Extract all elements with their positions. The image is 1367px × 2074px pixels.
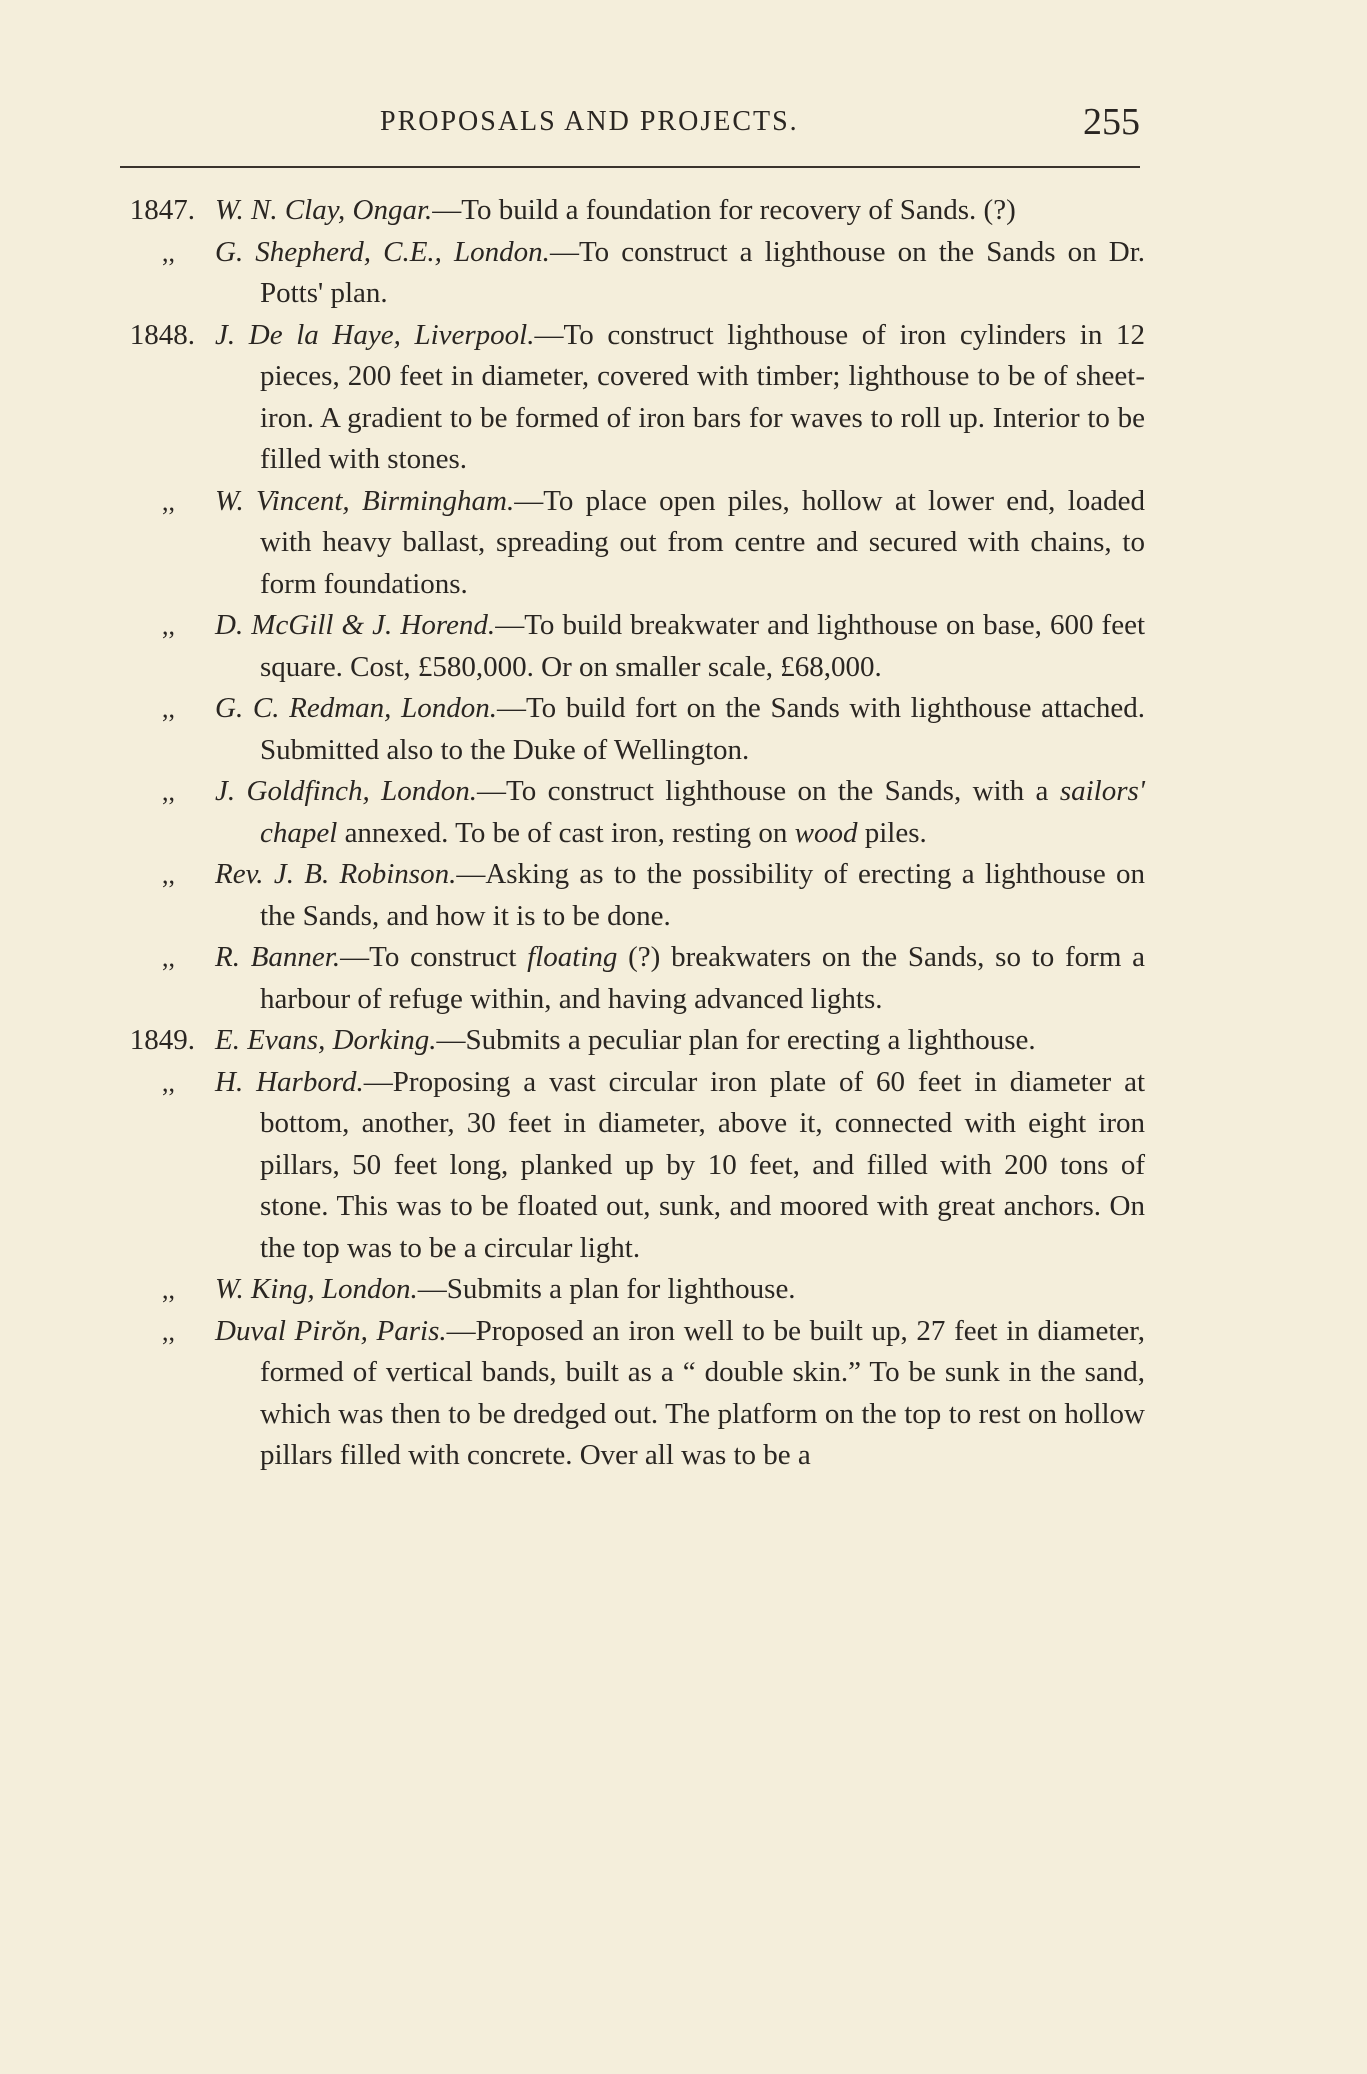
proposal-text: piles.: [857, 816, 927, 849]
proposal-text: —To build breakwater and lighthouse on base, 600 feet square. Cost, £580,000. Or on smaller scale, £68,000.: [260, 609, 1145, 683]
ditto-mark: ,,: [162, 1275, 175, 1304]
ditto-mark: ,,: [162, 486, 175, 516]
proposal-entry: [115, 315, 1145, 481]
italic-phrase: wood: [794, 816, 858, 849]
proposer-name: R. Banner.: [215, 941, 341, 973]
proposal-text: —Asking as to the possibility of erecting a lighthouse on the Sands, and how it is to be done.: [260, 858, 1145, 932]
proposal-text: —To build fort on the Sands with lighthouse attached. Submitted also to the Duke of Wellington.: [260, 692, 1145, 766]
italic-phrase: floating: [527, 941, 618, 973]
proposal-text: —To build a foundation for recovery of Sands. (?): [432, 194, 1016, 226]
entry-year: 1847.: [129, 194, 195, 226]
proposal-entry: [115, 605, 1145, 688]
proposal-text: —Proposed an iron well to be built up, 27 feet in diameter, formed of vertical bands, built as a “ double skin.” To be sunk in the sand, which was then to be dredged out. The platform on the top to rest on hollow pillars filled with concrete. Over all was to be a: [260, 1314, 1145, 1471]
ditto-mark: ,,: [162, 1067, 175, 1097]
proposal-entry: [115, 1311, 1145, 1477]
proposal-text: —To construct lighthouse on the Sands, with a: [477, 775, 1060, 807]
ditto-mark: ,,: [162, 611, 175, 640]
entry-year: 1849.: [129, 1024, 195, 1056]
italic-phrase: sailors' chapel: [260, 775, 1145, 849]
proposal-entry: [115, 937, 1145, 1020]
proposal-entry: [115, 688, 1145, 771]
proposal-entry: [115, 1020, 1145, 1062]
proposer-name: D. McGill & J. Horend.: [215, 609, 496, 641]
proposal-entry: [115, 1062, 1145, 1270]
proposal-text: —To construct a lighthouse on the Sands on Dr. Potts' plan.: [260, 235, 1146, 309]
proposer-name: Rev. J. B. Robinson.: [215, 858, 457, 890]
proposal-text: —Submits a peculiar plan for erecting a lighthouse.: [436, 1024, 1036, 1056]
running-title: PROPOSALS AND PROJECTS.: [380, 106, 799, 137]
proposer-name: W. Vincent, Birmingham.: [215, 484, 515, 517]
ditto-mark: ,,: [162, 1316, 175, 1346]
proposal-list: [115, 190, 1145, 1477]
proposal-text: annexed. To be of cast iron, resting on: [337, 816, 795, 849]
page-number: 255: [1083, 101, 1140, 143]
ditto-mark: ,,: [162, 237, 175, 267]
proposer-name: J. Goldfinch, London.: [215, 775, 478, 807]
proposer-name: W. King, London.: [215, 1273, 418, 1305]
proposal-text: (?) breakwaters on the Sands, so to form a harbour of refuge within, and having advanced lights.: [260, 941, 1146, 1015]
proposal-text: —Submits a plan for lighthouse.: [417, 1273, 796, 1305]
proposer-name: E. Evans, Dorking.: [215, 1024, 437, 1056]
ditto-mark: ,,: [162, 860, 175, 889]
header-rule: [120, 166, 1140, 168]
entry-year: 1848.: [129, 318, 195, 351]
proposal-entry: [115, 190, 1145, 232]
proposal-entry: [115, 854, 1145, 937]
proposal-text: —To construct lighthouse of iron cylinders in 12 pieces, 200 feet in diameter, covered with timber; lighthouse to be of sheet-iron. A gradient to be formed of iron bars for waves to roll up. Interior to be filled with stones.: [260, 318, 1145, 475]
ditto-mark: ,,: [162, 694, 175, 723]
proposal-entry: [115, 232, 1145, 315]
proposal-text: —To construct: [340, 941, 528, 973]
proposer-name: W. N. Clay, Ongar.: [215, 194, 433, 226]
proposal-text: —Proposing a vast circular iron plate of 60 feet in diameter at bottom, another, 30 feet in diameter, above it, connected with eight iron pillars, 50 feet long, planked up by 10 feet, and filled with 200 tons of stone. This was to be floated out, sunk, and moored with great anchors. On the top was to be a circular light.: [260, 1065, 1145, 1264]
ditto-mark: ,,: [162, 943, 175, 972]
proposal-text: —To place open piles, hollow at lower end, loaded with heavy ballast, spreading out from centre and secured with chains, to form foundations.: [260, 484, 1145, 600]
proposer-name: J. De la Haye, Liverpool.: [215, 318, 535, 351]
ditto-mark: ,,: [162, 777, 175, 806]
proposal-entry: [115, 771, 1145, 854]
proposal-entry: [115, 481, 1145, 606]
page-header: [125, 100, 1140, 146]
proposer-name: H. Harbord.: [215, 1065, 364, 1098]
proposal-entry: [115, 1269, 1145, 1311]
proposer-name: G. C. Redman, London.: [215, 692, 497, 724]
proposer-name: Duval Pirŏn, Paris.: [215, 1314, 447, 1347]
proposer-name: G. Shepherd, C.E., London.: [215, 235, 550, 268]
